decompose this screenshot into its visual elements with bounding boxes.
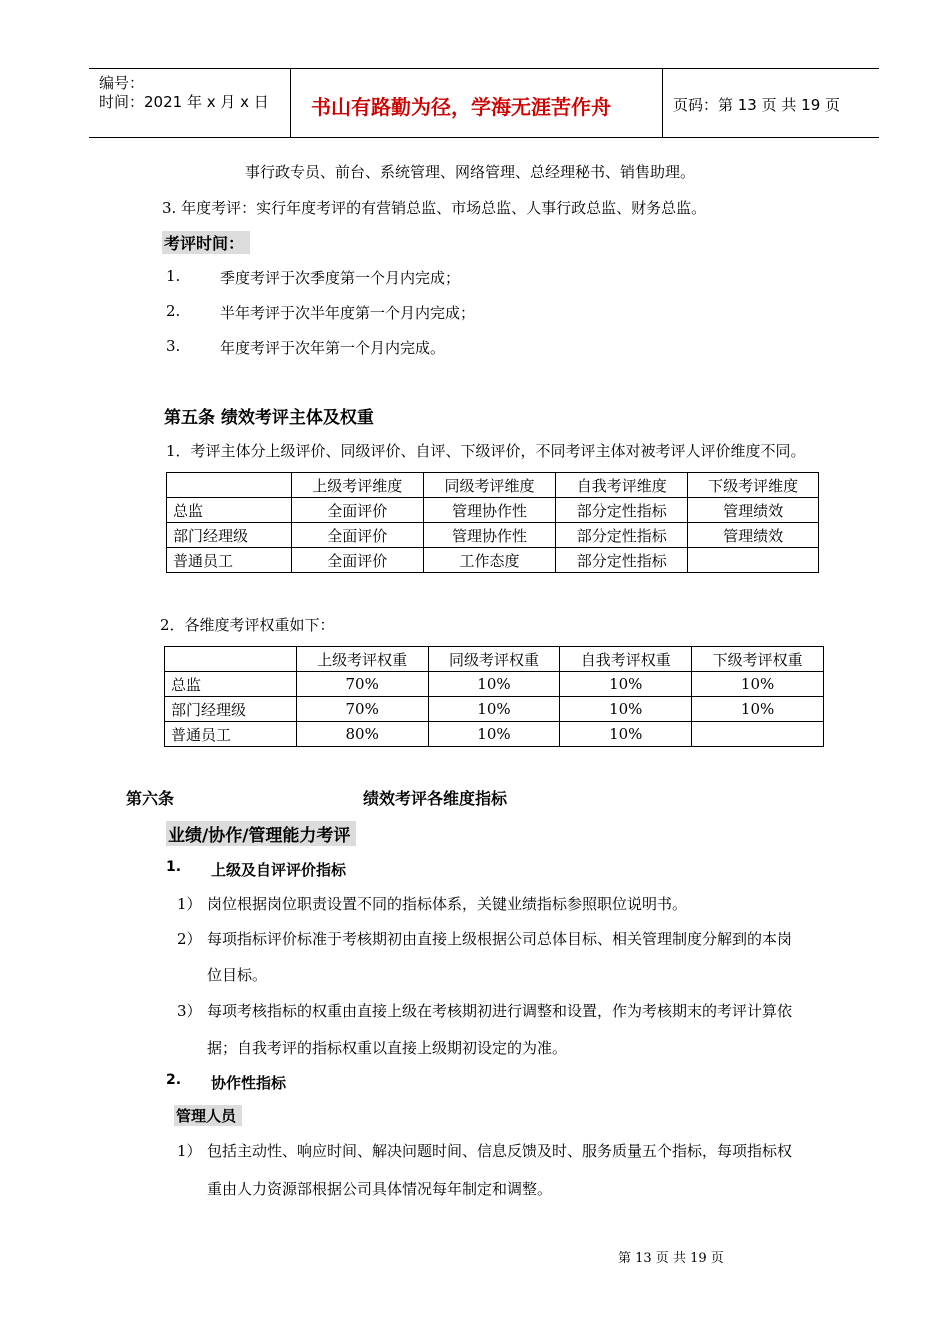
table-header-row [165, 647, 824, 672]
table-cell: 10% [428, 672, 560, 697]
header-motto: 书山有路勤为径，学海无涯苦作舟 [311, 95, 611, 119]
table-header-cell [165, 647, 297, 672]
table-header-cell: 同级考评权重 [428, 647, 560, 672]
eval-time-item: 季度考评于次季度第一个月内完成； [220, 269, 461, 287]
table-cell: 工作态度 [423, 548, 556, 573]
section2-num: 2. [166, 1072, 182, 1088]
table-cell: 管理绩效 [688, 523, 819, 548]
evaluation-dimension-table [166, 472, 819, 573]
table-cell: 总监 [167, 498, 292, 523]
table-cell: 全面评价 [291, 548, 423, 573]
section1-num: 1. [166, 859, 182, 875]
table-cell: 部门经理级 [165, 697, 297, 722]
table-cell: 总监 [165, 672, 297, 697]
table-header-cell: 同级考评维度 [423, 473, 556, 498]
table-cell: 全面评价 [291, 498, 423, 523]
table-cell: 80% [296, 722, 428, 747]
intro-line-1: 事行政专员、前台、系统管理、网络管理、总经理秘书、销售助理。 [245, 163, 696, 181]
list-item-num: 1） [177, 1142, 202, 1160]
table-cell: 普通员工 [165, 722, 297, 747]
table-cell: 10% [560, 697, 692, 722]
list-item-text: 每项指标评价标准于考核期初由直接上级根据公司总体目标、相关管理制度分解到的本岗 [207, 930, 793, 948]
intro-line-2: 3. 年度考评：实行年度考评的有营销总监、市场总监、人事行政总监、财务总监。 [162, 199, 707, 217]
time-label: 时间：2021 年 x 月 x 日 [99, 93, 269, 111]
list-item-num: 3） [177, 1002, 202, 1020]
table-cell: 管理绩效 [688, 498, 819, 523]
table-cell: 部分定性指标 [556, 498, 688, 523]
list-item-text: 据；自我考评的指标权重以直接上级期初设定的为准。 [207, 1039, 568, 1057]
table-row [167, 523, 819, 548]
table-cell: 部分定性指标 [556, 548, 688, 573]
table-row [167, 498, 819, 523]
table-row [165, 722, 824, 747]
list-item-text: 每项考核指标的权重由直接上级在考核期初进行调整和设置，作为考核期末的考评计算依 [207, 1002, 793, 1020]
table-header-row [167, 473, 819, 498]
table-cell: 管理协作性 [423, 498, 556, 523]
section1-title: 上级及自评评价指标 [211, 861, 347, 879]
table-header-cell: 下级考评维度 [688, 473, 819, 498]
table-header-cell [167, 473, 292, 498]
table-cell: 70% [296, 672, 428, 697]
table-cell [688, 548, 819, 573]
page-footer: 第 13 页 共 19 页 [618, 1251, 724, 1266]
list-item-text: 包括主动性、响应时间、解决问题时间、信息反馈及时、服务质量五个指标，每项指标权 [207, 1142, 793, 1160]
page-label: 页码：第 13 页 共 19 页 [673, 96, 841, 114]
table-cell: 10% [692, 672, 824, 697]
section2-title: 协作性指标 [211, 1074, 287, 1092]
header-divider [290, 69, 291, 137]
eval-time-num: 1. [166, 267, 181, 285]
eval-time-item: 年度考评于次年第一个月内完成。 [220, 339, 446, 357]
article6-sub-heading: 业绩/协作/管理能力考评 [166, 821, 356, 846]
table-header-cell: 自我考评权重 [560, 647, 692, 672]
table-row [167, 548, 819, 573]
table-cell [692, 722, 824, 747]
table-row [165, 672, 824, 697]
table-header-cell: 上级考评维度 [291, 473, 423, 498]
article5-para2: 2．各维度考评权重如下： [160, 616, 335, 634]
list-item-text: 位目标。 [207, 966, 268, 984]
table-cell: 部分定性指标 [556, 523, 688, 548]
management-group-label: 管理人员 [174, 1105, 242, 1126]
table-cell: 10% [428, 697, 560, 722]
eval-time-num: 3. [166, 337, 181, 355]
table-cell: 管理协作性 [423, 523, 556, 548]
table-header-cell: 上级考评权重 [296, 647, 428, 672]
list-item-num: 2） [177, 930, 202, 948]
header-divider [662, 69, 663, 137]
article5-heading: 第五条 绩效考评主体及权重 [164, 408, 374, 428]
table-cell: 10% [692, 697, 824, 722]
table-row [165, 697, 824, 722]
list-item-num: 1） [177, 895, 202, 913]
evaluation-weight-table [164, 646, 824, 747]
table-cell: 70% [296, 697, 428, 722]
list-item-text: 重由人力资源部根据公司具体情况每年制定和调整。 [207, 1180, 553, 1198]
table-cell: 普通员工 [167, 548, 292, 573]
table-header-cell: 自我考评维度 [556, 473, 688, 498]
serial-label: 编号： [99, 74, 145, 92]
table-cell: 10% [560, 672, 692, 697]
eval-time-heading: 考评时间： [162, 231, 250, 254]
table-cell: 10% [560, 722, 692, 747]
table-cell: 部门经理级 [167, 523, 292, 548]
eval-time-num: 2. [166, 302, 181, 320]
table-cell: 全面评价 [291, 523, 423, 548]
article6-title: 绩效考评各维度指标 [363, 789, 508, 808]
eval-time-item: 半年考评于次半年度第一个月内完成； [220, 304, 476, 322]
table-cell: 10% [428, 722, 560, 747]
list-item-text: 岗位根据岗位职责设置不同的指标体系，关键业绩指标参照职位说明书。 [207, 895, 688, 913]
article5-para1: 1．考评主体分上级评价、同级评价、自评、下级评价，不同考评主体对被考评人评价维度不同。 [166, 442, 806, 460]
article6-label: 第六条 [126, 789, 175, 808]
table-header-cell: 下级考评权重 [692, 647, 824, 672]
